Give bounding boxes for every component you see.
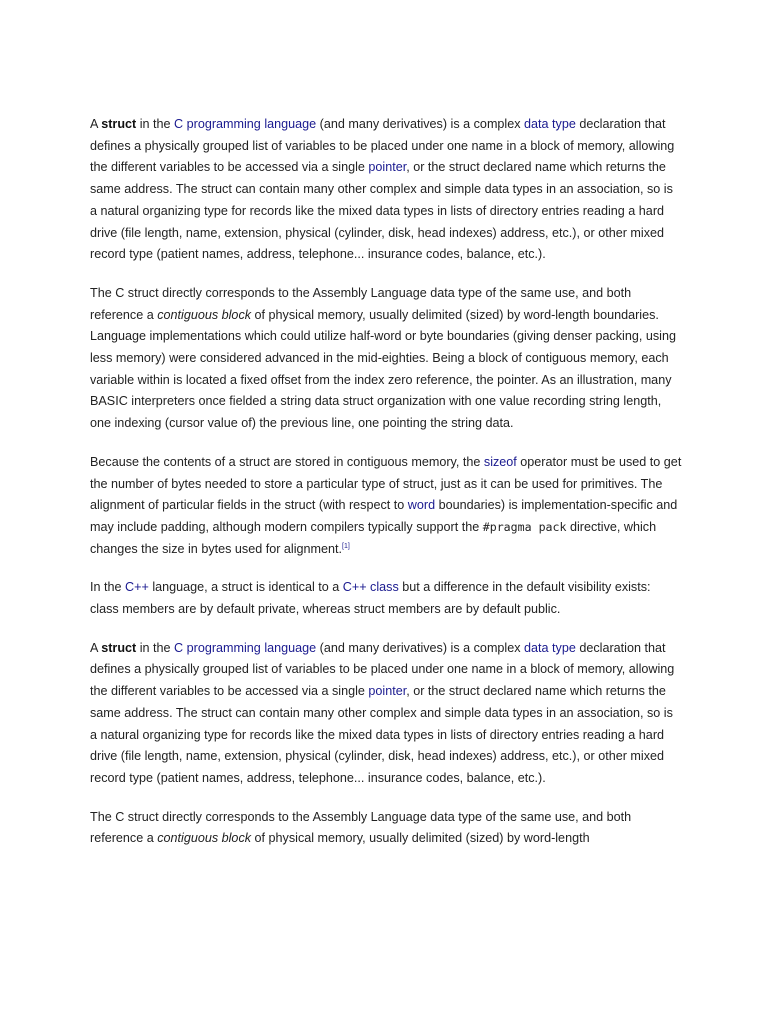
- bold-term-struct: struct: [101, 117, 137, 131]
- bold-term-struct: struct: [101, 640, 137, 655]
- link-sizeof[interactable]: sizeof: [483, 454, 517, 469]
- text: but a difference in the default visibility exists: class members are by default private, whereas struct members are by default public.: [90, 580, 651, 617]
- text: The C struct directly corresponds to the Assembly Language data type of the same use, and both reference a: [90, 285, 632, 322]
- link-pointer[interactable]: pointer: [368, 684, 407, 699]
- paragraph-cpp: [90, 577, 682, 620]
- link-data-type[interactable]: data type: [524, 117, 576, 131]
- paragraph-assembly-correspondence-partial: [90, 807, 682, 850]
- text: declaration that defines a physically grouped list of variables to be placed under one name in a block of memory, allowing the different variables to be accessed via a single: [90, 117, 675, 175]
- text: , or the struct declared name which returns the same address. The struct can contain many other complex and simple data types in an association, so is a natural organizing type for records like the mixed data types in lists of directory entries reading a hard drive (file length, name, extension, physical (cylinder, disk, head indexes) address, etc.), or other mixed record type (patient names, address, telephone... insurance codes, balance, etc.).: [90, 160, 673, 262]
- reference-link-1[interactable]: [1]: [342, 542, 350, 550]
- text: (and many derivatives) is a complex: [316, 640, 525, 655]
- paragraph-struct-definition: [90, 638, 682, 790]
- text: The C struct directly corresponds to the Assembly Language data type of the same use, and both reference a: [90, 809, 632, 846]
- text: of physical memory, usually delimited (sized) by word-length: [251, 831, 590, 846]
- document-body: [90, 114, 682, 867]
- text: declaration that defines a physically grouped list of variables to be placed under one name in a block of memory, allowing the different variables to be accessed via a single: [90, 640, 675, 699]
- text: operator must be used to get the number of bytes needed to store a particular type of struct, just as it can be used for primitives. The alignment of particular fields in the struct (with respect to: [90, 454, 682, 513]
- text: In the: [90, 580, 126, 595]
- text: in the: [136, 117, 175, 131]
- text: boundaries) is implementation-specific and may include padding, although modern compilers typically support the: [90, 498, 678, 534]
- text: , or the struct declared name which returns the same address. The struct can contain many other complex and simple data types in an association, so is a natural organizing type for records like the mixed data types in lists of directory entries reading a hard drive (file length, name, extension, physical (cylinder, disk, head indexes) address, etc.), or other mixed record type (patient names, address, telephone... insurance codes, balance, etc.).: [90, 684, 673, 785]
- link-cpp-class[interactable]: C++ class: [342, 580, 399, 595]
- text: language, a struct is identical to a: [148, 580, 343, 595]
- reference-1: [342, 542, 350, 549]
- paragraph-assembly-correspondence: [90, 283, 682, 435]
- text: in the: [136, 640, 175, 655]
- link-c-programming-language[interactable]: C programming language: [174, 640, 317, 655]
- code-pragma-pack: #pragma pack: [482, 519, 567, 534]
- link-cpp[interactable]: C++: [125, 580, 149, 595]
- link-word[interactable]: word: [407, 498, 436, 513]
- link-c-programming-language[interactable]: C programming language: [174, 117, 317, 131]
- text: directive, which changes the size in bytes used for alignment.: [90, 519, 657, 556]
- text: Because the contents of a struct are stored in contiguous memory, the: [90, 454, 484, 469]
- link-data-type[interactable]: data type: [524, 640, 576, 655]
- italic-contiguous-block: contiguous block: [157, 307, 252, 322]
- text: of physical memory, usually delimited (sized) by word-length boundaries. Language implementations which could utilize half-word or byte boundaries (giving denser packing, using less memory) were considered advanced in the mid-eighties. Being a block of contiguous memory, each variable within is located a fixed offset from the index zero reference, the pointer. As an illustration, many BASIC interpreters once fielded a string data struct organization with one value recording string length, one indexing (cursor value of) the previous line, one pointing the string data.: [90, 307, 676, 431]
- text: (and many derivatives) is a complex: [316, 117, 525, 131]
- text: A: [90, 640, 102, 655]
- text: A: [90, 117, 102, 131]
- link-pointer[interactable]: pointer: [368, 160, 407, 175]
- paragraph-struct-definition: [90, 114, 682, 266]
- italic-contiguous-block: contiguous block: [157, 831, 252, 846]
- paragraph-sizeof: [90, 452, 682, 561]
